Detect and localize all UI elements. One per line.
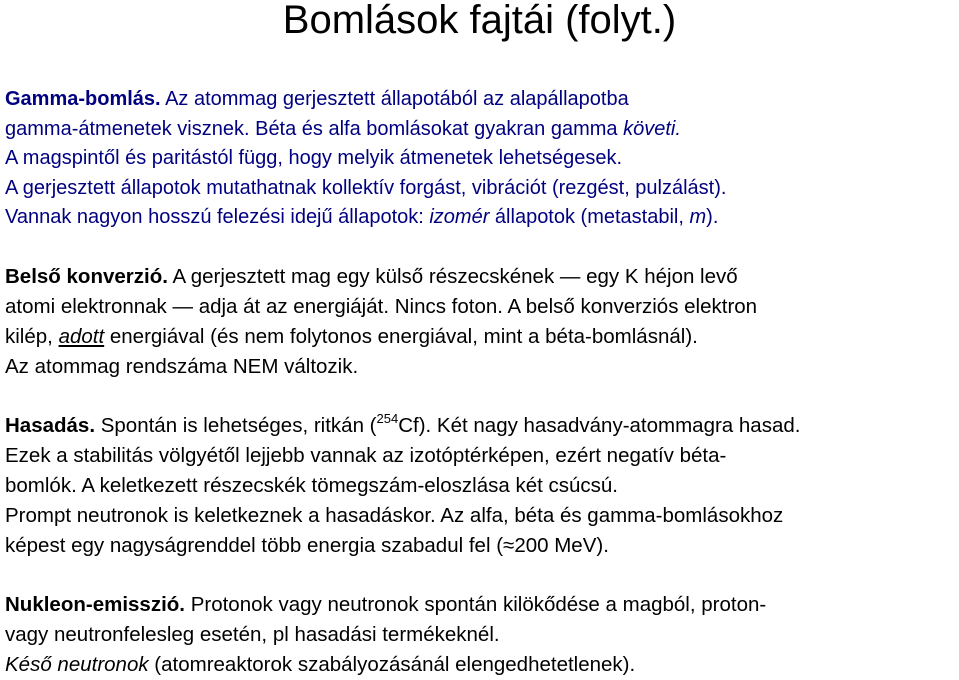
section-nucleon-emission — [5, 590, 959, 680]
hasadas-line-1 — [5, 411, 959, 441]
belso-emphasis: adott — [58, 325, 105, 348]
nukleon-emphasis: Késő neutronok — [5, 653, 149, 676]
section-gamma-decay — [5, 85, 959, 233]
gamma-line-4: A gerjesztett állapotok mutathatnak kollektív forgást, vibrációt (rezgést, pulzálást). — [5, 176, 727, 199]
hasadas-line-3: bomlók. A keletkezett részecskék tömegszám-eloszlása két csúcsú. — [5, 474, 618, 497]
page-title: Bomlások fajtái (folyt.) — [282, 0, 677, 42]
hasadas-text: Cf). Két nagy hasadvány-atommagra hasad. — [398, 414, 801, 437]
gamma-emphasis: izomér — [429, 206, 490, 228]
nukleon-text: (atomreaktorok szabályozásánál elengedhetetlenek). — [148, 653, 636, 676]
nukleon-line-1 — [5, 590, 959, 620]
gamma-line-2 — [5, 115, 959, 145]
nukleon-line-2: vagy neutronfelesleg esetén, pl hasadási termékeknél. — [5, 623, 500, 646]
hasadas-text: képest egy nagyságrenddel több energia szabadul fel ( — [5, 534, 504, 557]
hasadas-line-5 — [5, 531, 959, 561]
section-internal-conversion — [5, 262, 959, 382]
mass-number-superscript: 254 — [376, 411, 399, 426]
belso-line-2: atomi elektronnak — adja át az energiáját. Nincs foton. A belső konverziós elektron — [5, 295, 758, 318]
gamma-line-3: A magspintől és paritástól függ, hogy melyik átmenetek lehetségesek. — [5, 147, 623, 169]
gamma-emphasis: m — [689, 206, 707, 228]
belso-text: A gerjesztett mag egy külső részecskének — egy K héjon levő — [167, 265, 738, 288]
approx-symbol: ≈ — [503, 534, 515, 557]
gamma-emphasis: követi. — [623, 117, 681, 140]
hasadas-line-2: Ezek a stabilitás völgyétől lejjebb vannak az izotóptérképen, ezért negatív béta- — [5, 444, 727, 467]
belso-line-1 — [5, 262, 959, 292]
belso-text: kilép, — [5, 325, 59, 348]
nukleon-text: Protonok vagy neutronok spontán kilökődése a magból, proton- — [185, 593, 767, 616]
gamma-line-5 — [5, 203, 959, 233]
gamma-text: Vannak nagyon hosszú felezési idejű állapotok: — [5, 206, 430, 228]
gamma-text: ). — [706, 206, 719, 228]
hasadas-text: Spontán is lehetséges, ritkán ( — [95, 414, 377, 437]
gamma-heading: Gamma-bomlás. — [5, 88, 161, 110]
nukleon-heading: Nukleon-emisszió. — [5, 593, 185, 616]
hasadas-line-4: Prompt neutronok is keletkeznek a hasadáskor. Az alfa, béta és gamma-bomlásokhoz — [5, 504, 784, 527]
belso-text: energiával (és nem folytonos energiával, mint a béta-bomlásnál). — [104, 325, 698, 348]
belso-line-4: Az atommag rendszáma NEM változik. — [5, 355, 359, 378]
gamma-text: állapotok (metastabil, — [489, 206, 690, 228]
hasadas-heading: Hasadás. — [5, 414, 96, 437]
belso-heading: Belső konverzió. — [5, 265, 168, 288]
section-fission — [5, 411, 959, 561]
hasadas-text: 200 MeV). — [514, 534, 609, 557]
gamma-text: Az atommag gerjesztett állapotából az alapállapotba — [160, 88, 629, 110]
nukleon-line-3 — [5, 650, 959, 680]
gamma-text: gamma-átmenetek visznek. Béta és alfa bomlásokat gyakran gamma — [5, 117, 624, 140]
belso-line-3 — [5, 322, 959, 352]
gamma-line-1 — [5, 85, 959, 115]
